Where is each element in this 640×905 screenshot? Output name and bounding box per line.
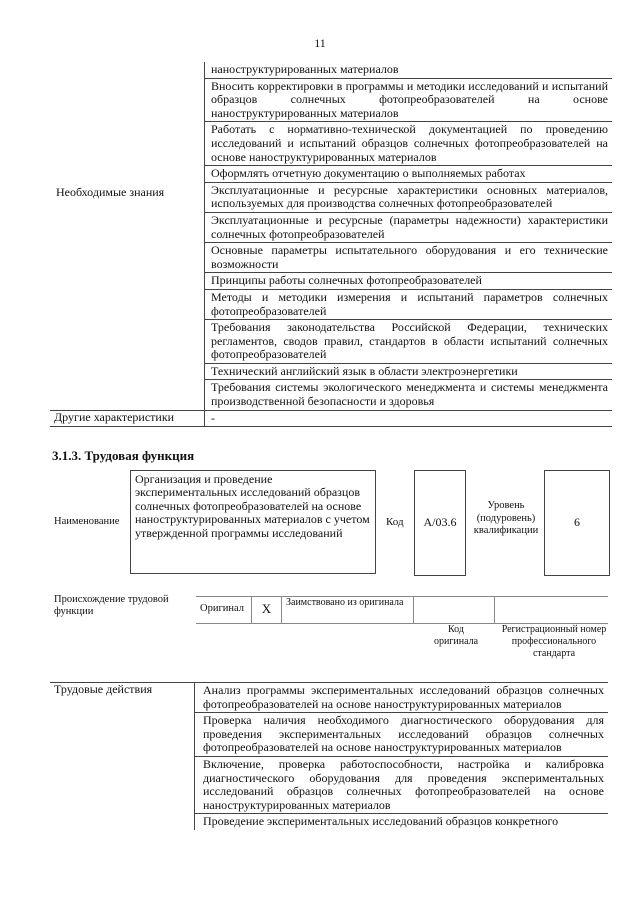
- qualification-level: 6: [544, 470, 610, 576]
- table-cell: Требования системы экологического менеджмента и системы менеджмента производственной безопасности и здоровья: [205, 380, 613, 410]
- actions-label: Трудовые действия: [50, 683, 195, 713]
- origin-label: Происхождение трудовой функции: [54, 594, 169, 617]
- table-cell: Вносить корректировки в программы и методики исследований и испытаний образцов солнечных фотопреобразователей на основе наноструктурированных материалов: [205, 78, 613, 122]
- table-cell: Основные параметры испытательного оборудования и его технические возможности: [205, 243, 613, 273]
- table-cell: наноструктурированных материалов: [205, 62, 613, 78]
- knowledge-label: Необходимые знания: [56, 185, 165, 199]
- table-cell: Проверка наличия необходимого диагностического оборудования для проведения экспериментальных исследований образцов солнечных фотопреобразователей на основе наноструктурированных материалов: [195, 713, 609, 757]
- table-cell: Технический английский язык в области электроэнергетики: [205, 363, 613, 380]
- table-cell: Эксплуатационные и ресурсные характеристики основных материалов, используемых для производства солнечных фотопреобразователей: [205, 182, 613, 212]
- other-characteristics-label: Другие характеристики: [50, 410, 205, 427]
- knowledge-table: [50, 62, 612, 427]
- section-title: 3.1.3. Трудовая функция: [52, 448, 195, 463]
- actions-table: [50, 682, 608, 830]
- level-label: Уровень (подуровень) квалификации: [473, 500, 539, 536]
- name-label: Наименование: [54, 516, 120, 527]
- table-cell: Эксплуатационные и ресурсные (параметры надежности) характеристики солнечных фотопреобразователей: [205, 212, 613, 242]
- table-cell: Методы и методики измерения и испытаний параметров солнечных фотопреобразователей: [205, 289, 613, 319]
- other-characteristics-value: -: [205, 410, 613, 427]
- origin-row: [196, 596, 608, 624]
- function-name: Организация и проведение экспериментальных исследований образцов солнечных фотопреобразователей на основе наноструктурированных материалов с учетом утвержденной программы исследований: [130, 470, 376, 574]
- function-code: А/03.6: [414, 470, 466, 576]
- table-cell: Включение, проверка работоспособности, настройка и калибровка диагностического оборудования для проведения экспериментальных исследований образцов солнечных фотопреобразователей на основе наноструктурированных материалов: [195, 756, 609, 813]
- code-label: Код: [386, 516, 404, 528]
- table-cell: Принципы работы солнечных фотопреобразователей: [205, 273, 613, 290]
- page-number: 11: [314, 36, 326, 50]
- reg-number-label: Регистрационный номер профессионального стандарта: [501, 624, 607, 659]
- original-label: Оригинал: [200, 603, 244, 614]
- table-cell: Требования законодательства Российской Федерации, технических регламентов, сводов правил, стандартов в области испытаний солнечных фотопреобразователей: [205, 320, 613, 364]
- table-cell: Работать с нормативно-технической документацией по проведению исследований и испытаний образцов солнечных фотопреобразователей на основе наноструктурированных материалов: [205, 122, 613, 166]
- table-cell: Анализ программы экспериментальных исследований образцов солнечных фотопреобразователей на основе наноструктурированных материалов: [195, 683, 609, 713]
- code-original-label: Код оригинала: [433, 624, 479, 647]
- table-cell: Проведение экспериментальных исследований образцов конкретного: [203, 814, 559, 829]
- original-mark: Х: [261, 601, 272, 616]
- borrowed-label: Заимствовано из оригинала: [286, 597, 404, 608]
- table-cell: Оформлять отчетную документацию о выполняемых работах: [205, 166, 613, 183]
